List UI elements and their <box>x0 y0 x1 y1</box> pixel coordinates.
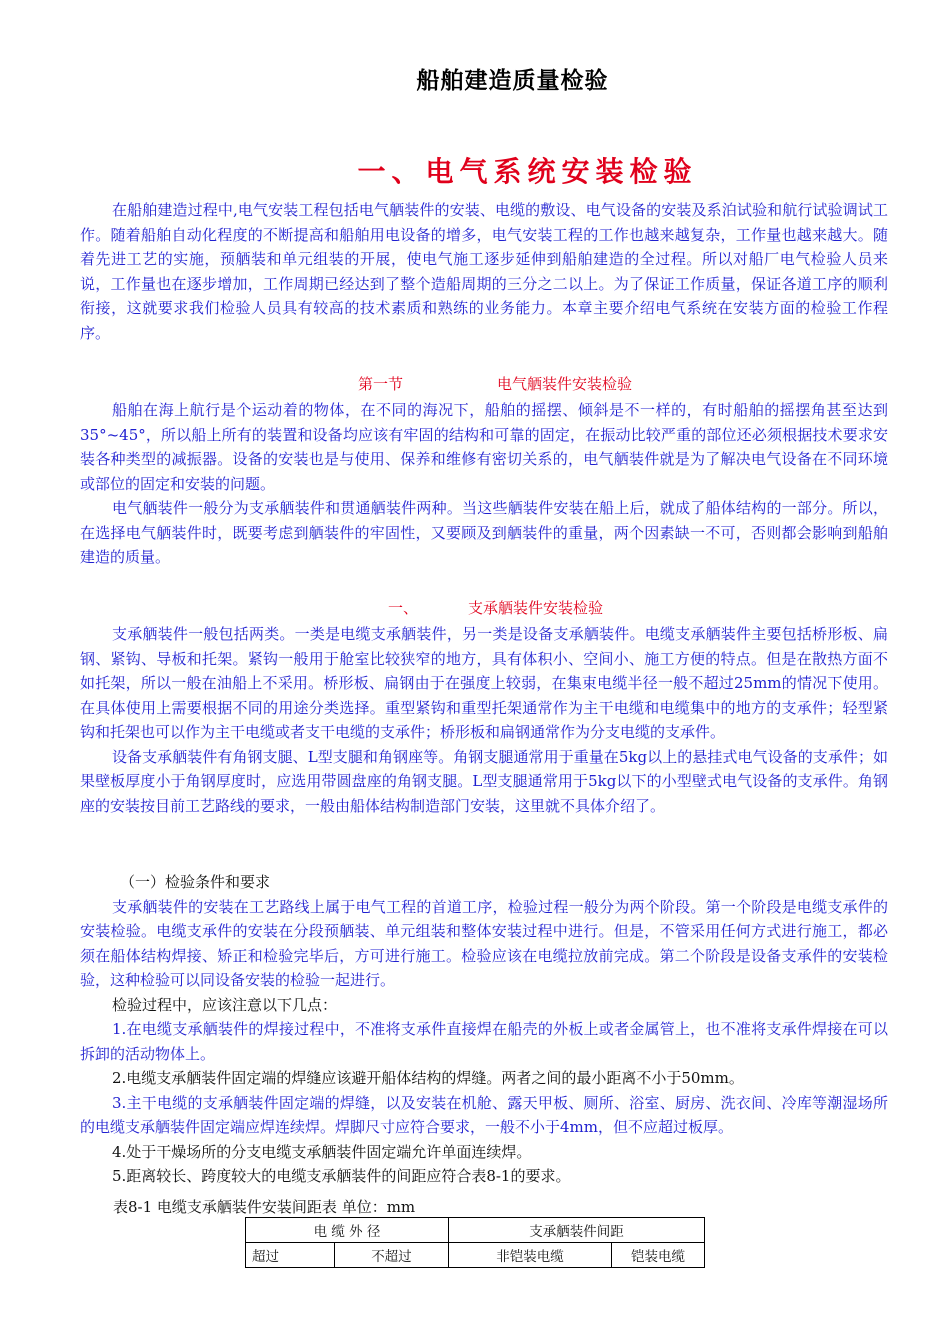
inspection-paragraph-2: 检验过程中，应该注意以下几点： <box>112 995 338 1014</box>
header-over: 超过 <box>246 1243 335 1268</box>
table-header-row-2 <box>246 1243 705 1268</box>
intro-block <box>80 198 888 345</box>
section-number: 第一节 <box>358 375 404 393</box>
chapter-title: 一、电气系统安装检验 <box>357 155 698 188</box>
inspection-item-4: 4.处于干燥场所的分支电缆支承舾装件固定端允许单面连续焊。 <box>112 1142 532 1161</box>
table-header-row-1 <box>246 1218 705 1243</box>
header-cable-diameter: 电 缆 外 径 <box>246 1218 449 1243</box>
intro-paragraph: 在船舶建造过程中,电气安装工程包括电气舾装件的安装、电缆的敷设、电气设备的安装及系泊试验和航行试验调试工作。随着船舶自动化程度的不断提高和船舶用电设备的增多，电气安装工程的工作也越来越复杂，工作量也越来越大。随着先进工艺的实施，预舾装和单元组装的开展，使电气施工逐步延伸到船舶建造的全过程。所以对船厂电气检验人员来说，工作量也在逐步增加，工作周期已经达到了整个造船周期的三分之二以上。为了保证工作质量，保证各道工序的顺利衔接，这就要求我们检验人员具有较高的技术素质和熟练的业务能力。本章主要介绍电气系统在安装方面的检验工作程序。 <box>80 201 888 342</box>
inspection-item-1: 1.在电缆支承舾装件的焊接过程中，不准将支承件直接焊在船壳的外板上或者金属管上，也不准将支承件焊接在可以拆卸的活动物体上。 <box>80 1020 888 1063</box>
section-title: 电气舾装件安装检验 <box>497 375 633 393</box>
subsection-paragraph-2: 设备支承舾装件有角钢支腿、L型支腿和角钢座等。角钢支腿通常用于重量在5kg以上的悬挂式电气设备的支承件；如果壁板厚度小于角钢厚度时，应选用带圆盘座的角钢支腿。L型支腿通常用于5kg以下的小型壁式电气设备的支承件。角钢座的安装按目前工艺路线的要求，一般由船体结构制造部门安装，这里就不具体介绍了。 <box>80 747 888 815</box>
section1-body <box>80 398 888 570</box>
header-support-spacing: 支承舾装件间距 <box>449 1218 705 1243</box>
subsection-paragraph-1: 支承舾装件一般包括两类。一类是电缆支承舾装件，另一类是设备支承舾装件。电缆支承舾装件主要包括桥形板、扁钢、紧钩、导板和托架。紧钩一般用于舱室比较狭窄的地方，具有体积小、空间小、施工方便的特点。但是在散热方面不如托架，所以一般在油船上不采用。桥形板、扁钢由于在强度上较弱，在集束电缆半径一般不超过25mm的情况下使用。在具体使用上需要根据不同的用途分类选择。重型紧钩和重型托架通常作为主干电缆和电缆集中的地方的支承件；轻型紧钩和托架也可以作为主干电缆或者支干电缆的支承件；桥形板和扁钢通常作为分支电缆的支承件。 <box>80 625 888 741</box>
table-caption: 表8-1 电缆支承舾装件安装间距表 单位：mm <box>113 1198 416 1216</box>
inspection-block <box>80 870 888 1189</box>
header-not-over: 不超过 <box>334 1243 448 1268</box>
inspection-item-3: 3.主干电缆的支承舾装件固定端的焊缝，以及安装在机舱、露天甲板、厕所、浴室、厨房、洗衣间、冷库等潮湿场所的电缆支承舾装件固定端应焊连续焊。焊脚尺寸应符合要求，一般不小于4mm，但不应超过板厚。 <box>80 1093 888 1136</box>
inspection-item-2: 2.电缆支承舾装件固定端的焊缝应该避开船体结构的焊缝。两者之间的最小距离不小于50mm。 <box>112 1069 744 1087</box>
section1-paragraph-1: 船舶在海上航行是个运动着的物体，在不同的海况下，船舶的摇摆、倾斜是不一样的，有时船舶的摇摆角甚至达到35°~45°，所以船上所有的装置和设备均应该有牢固的结构和可靠的固定，在振动比较严重的部位还必须根据技术要求安装各种类型的减振器。设备的安装也是与使用、保养和维修有密切关系的，电气舾装件就是为了解决电气设备在不同环境或部位的固定和安装的问题。 <box>80 401 888 493</box>
cable-spacing-table <box>245 1217 705 1268</box>
subsection-title: 支承舾装件安装检验 <box>468 599 604 617</box>
header-unarmored-cable: 非铠装电缆 <box>449 1243 612 1268</box>
section1-paragraph-2: 电气舾装件一般分为支承舾装件和贯通舾装件两种。当这些舾装件安装在船上后，就成了船体结构的一部分。所以，在选择电气舾装件时，既要考虑到舾装件的牢固性，又要顾及到舾装件的重量，两个因素缺一不可，否则都会影响到船舶建造的质量。 <box>80 499 888 566</box>
inspection-heading: （一）检验条件和要求 <box>120 873 271 891</box>
inspection-item-5: 5.距离较长、跨度较大的电缆支承舾装件的间距应符合表8-1的要求。 <box>112 1167 571 1185</box>
subsection-number: 一、 <box>388 599 419 617</box>
header-armored-cable: 铠装电缆 <box>612 1243 705 1268</box>
document-title: 船舶建造质量检验 <box>416 67 609 94</box>
subsection-body <box>80 622 888 818</box>
inspection-paragraph-1: 支承舾装件的安装在工艺路线上属于电气工程的首道工序，检验过程一般分为两个阶段。第一个阶段是电缆支承件的安装检验。电缆支承件的安装在分段预舾装、单元组装和整体安装过程中进行。但是，不管采用任何方式进行施工，都必须在船体结构焊接、矫正和检验完毕后，方可进行施工。检验应该在电缆拉放前完成。第二个阶段是设备支承件的安装检验，这种检验可以同设备安装的检验一起进行。 <box>80 897 888 989</box>
